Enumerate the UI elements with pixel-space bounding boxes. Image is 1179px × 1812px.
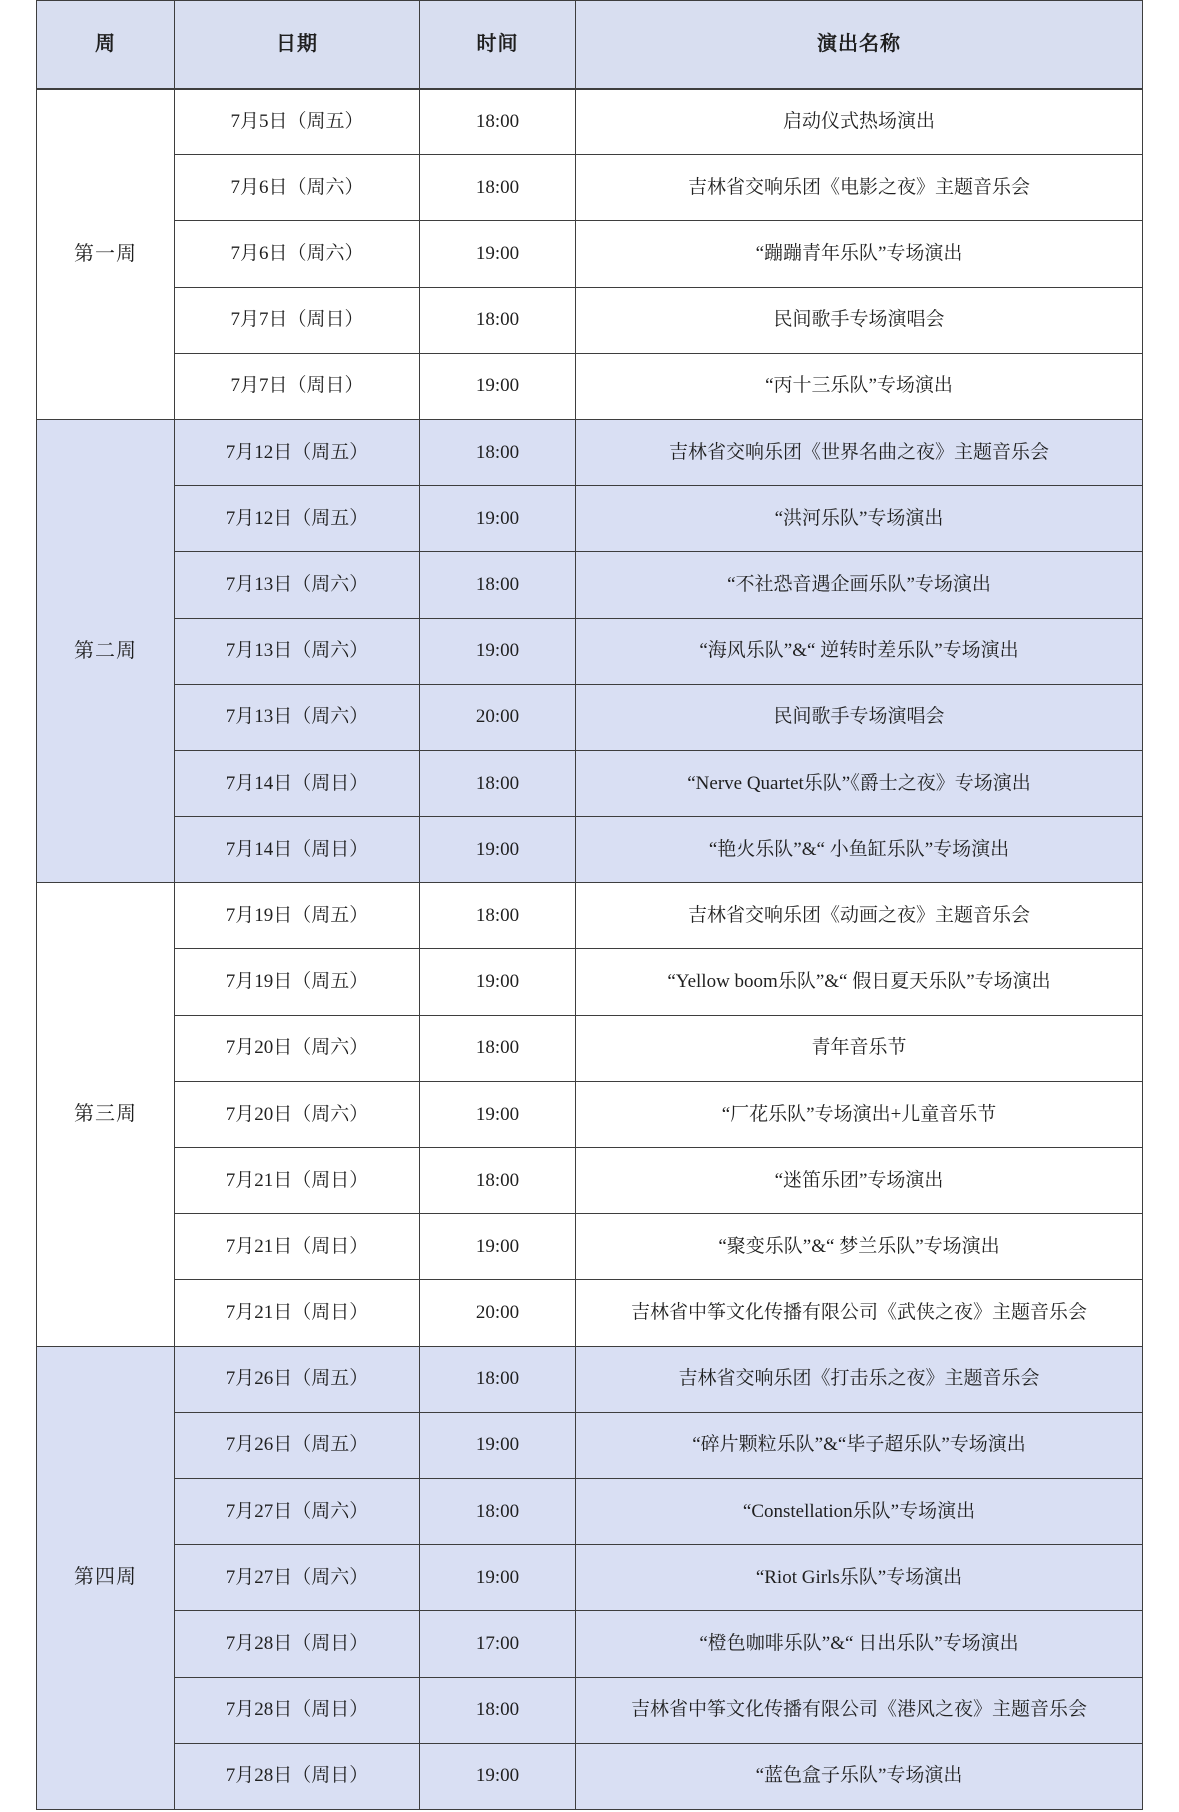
time-cell: 20:00 xyxy=(420,1280,576,1346)
date-cell: 7月12日（周五） xyxy=(175,486,420,552)
event-cell: “厂花乐队”专场演出+儿童音乐节 xyxy=(576,1081,1143,1147)
time-cell: 19:00 xyxy=(420,1545,576,1611)
time-cell: 19:00 xyxy=(420,1214,576,1280)
time-cell: 18:00 xyxy=(420,155,576,221)
column-header-name: 演出名称 xyxy=(576,1,1143,89)
date-cell: 7月20日（周六） xyxy=(175,1081,420,1147)
event-cell: “聚变乐队”&“ 梦兰乐队”专场演出 xyxy=(576,1214,1143,1280)
time-cell: 18:00 xyxy=(420,552,576,618)
date-cell: 7月26日（周五） xyxy=(175,1412,420,1478)
table-row xyxy=(37,1677,1143,1743)
schedule-table xyxy=(36,0,1143,1810)
week-cell: 第一周 xyxy=(37,89,175,420)
date-cell: 7月5日（周五） xyxy=(175,89,420,155)
event-cell: “海风乐队”&“ 逆转时差乐队”专场演出 xyxy=(576,618,1143,684)
time-cell: 19:00 xyxy=(420,618,576,684)
header-row xyxy=(37,1,1143,89)
column-header-week: 周 xyxy=(37,1,175,89)
time-cell: 19:00 xyxy=(420,949,576,1015)
table-row xyxy=(37,155,1143,221)
table-row xyxy=(37,1545,1143,1611)
event-cell: “丙十三乐队”专场演出 xyxy=(576,353,1143,419)
time-cell: 18:00 xyxy=(420,89,576,155)
table-row xyxy=(37,684,1143,750)
date-cell: 7月6日（周六） xyxy=(175,221,420,287)
date-cell: 7月21日（周日） xyxy=(175,1280,420,1346)
date-cell: 7月28日（周日） xyxy=(175,1611,420,1677)
event-cell: 吉林省交响乐团《动画之夜》主题音乐会 xyxy=(576,883,1143,949)
table-row xyxy=(37,1015,1143,1081)
date-cell: 7月27日（周六） xyxy=(175,1478,420,1544)
event-cell: “Riot Girls乐队”专场演出 xyxy=(576,1545,1143,1611)
time-cell: 18:00 xyxy=(420,287,576,353)
event-cell: “Yellow boom乐队”&“ 假日夏天乐队”专场演出 xyxy=(576,949,1143,1015)
time-cell: 19:00 xyxy=(420,1412,576,1478)
table-row xyxy=(37,1214,1143,1280)
event-cell: “Constellation乐队”专场演出 xyxy=(576,1478,1143,1544)
time-cell: 20:00 xyxy=(420,684,576,750)
table-body xyxy=(37,89,1143,1810)
time-cell: 18:00 xyxy=(420,1015,576,1081)
event-cell: “碎片颗粒乐队”&“毕子超乐队”专场演出 xyxy=(576,1412,1143,1478)
date-cell: 7月26日（周五） xyxy=(175,1346,420,1412)
date-cell: 7月20日（周六） xyxy=(175,1015,420,1081)
time-cell: 19:00 xyxy=(420,1743,576,1809)
time-cell: 19:00 xyxy=(420,353,576,419)
event-cell: 民间歌手专场演唱会 xyxy=(576,287,1143,353)
table-row xyxy=(37,353,1143,419)
column-header-time: 时间 xyxy=(420,1,576,89)
date-cell: 7月13日（周六） xyxy=(175,684,420,750)
date-cell: 7月28日（周日） xyxy=(175,1743,420,1809)
table-row xyxy=(37,89,1143,155)
table-row xyxy=(37,486,1143,552)
table-row xyxy=(37,1346,1143,1412)
table-row xyxy=(37,883,1143,949)
table-row xyxy=(37,618,1143,684)
date-cell: 7月13日（周六） xyxy=(175,618,420,684)
event-cell: “Nerve Quartet乐队”《爵士之夜》专场演出 xyxy=(576,750,1143,816)
date-cell: 7月6日（周六） xyxy=(175,155,420,221)
event-cell: “蹦蹦青年乐队”专场演出 xyxy=(576,221,1143,287)
table-row xyxy=(37,949,1143,1015)
event-cell: “艳火乐队”&“ 小鱼缸乐队”专场演出 xyxy=(576,817,1143,883)
table-row xyxy=(37,1478,1143,1544)
date-cell: 7月14日（周日） xyxy=(175,817,420,883)
time-cell: 18:00 xyxy=(420,1148,576,1214)
time-cell: 19:00 xyxy=(420,817,576,883)
date-cell: 7月14日（周日） xyxy=(175,750,420,816)
date-cell: 7月28日（周日） xyxy=(175,1677,420,1743)
event-cell: 民间歌手专场演唱会 xyxy=(576,684,1143,750)
week-cell: 第二周 xyxy=(37,419,175,882)
table-row xyxy=(37,1743,1143,1809)
time-cell: 18:00 xyxy=(420,419,576,485)
table-row xyxy=(37,221,1143,287)
event-cell: “橙色咖啡乐队”&“ 日出乐队”专场演出 xyxy=(576,1611,1143,1677)
event-cell: “不社恐音遇企画乐队”专场演出 xyxy=(576,552,1143,618)
table-row xyxy=(37,287,1143,353)
table-row xyxy=(37,1148,1143,1214)
event-cell: “蓝色盒子乐队”专场演出 xyxy=(576,1743,1143,1809)
table-row xyxy=(37,750,1143,816)
date-cell: 7月19日（周五） xyxy=(175,949,420,1015)
week-cell: 第三周 xyxy=(37,883,175,1346)
table-row xyxy=(37,1412,1143,1478)
event-cell: “迷笛乐团”专场演出 xyxy=(576,1148,1143,1214)
table-row xyxy=(37,817,1143,883)
date-cell: 7月7日（周日） xyxy=(175,353,420,419)
time-cell: 17:00 xyxy=(420,1611,576,1677)
date-cell: 7月19日（周五） xyxy=(175,883,420,949)
time-cell: 18:00 xyxy=(420,1346,576,1412)
date-cell: 7月27日（周六） xyxy=(175,1545,420,1611)
time-cell: 18:00 xyxy=(420,1677,576,1743)
time-cell: 18:00 xyxy=(420,750,576,816)
event-cell: “洪河乐队”专场演出 xyxy=(576,486,1143,552)
date-cell: 7月21日（周日） xyxy=(175,1214,420,1280)
event-cell: 吉林省交响乐团《世界名曲之夜》主题音乐会 xyxy=(576,419,1143,485)
time-cell: 19:00 xyxy=(420,221,576,287)
week-cell: 第四周 xyxy=(37,1346,175,1809)
date-cell: 7月12日（周五） xyxy=(175,419,420,485)
date-cell: 7月7日（周日） xyxy=(175,287,420,353)
event-cell: 青年音乐节 xyxy=(576,1015,1143,1081)
table-row xyxy=(37,1081,1143,1147)
time-cell: 18:00 xyxy=(420,1478,576,1544)
time-cell: 18:00 xyxy=(420,883,576,949)
event-cell: 吉林省交响乐团《电影之夜》主题音乐会 xyxy=(576,155,1143,221)
time-cell: 19:00 xyxy=(420,486,576,552)
date-cell: 7月21日（周日） xyxy=(175,1148,420,1214)
event-cell: 吉林省中筝文化传播有限公司《港风之夜》主题音乐会 xyxy=(576,1677,1143,1743)
table-row xyxy=(37,419,1143,485)
table-row xyxy=(37,1611,1143,1677)
time-cell: 19:00 xyxy=(420,1081,576,1147)
table-row xyxy=(37,1280,1143,1346)
table-header xyxy=(37,1,1143,89)
date-cell: 7月13日（周六） xyxy=(175,552,420,618)
column-header-date: 日期 xyxy=(175,1,420,89)
event-cell: 吉林省中筝文化传播有限公司《武侠之夜》主题音乐会 xyxy=(576,1280,1143,1346)
event-cell: 吉林省交响乐团《打击乐之夜》主题音乐会 xyxy=(576,1346,1143,1412)
event-cell: 启动仪式热场演出 xyxy=(576,89,1143,155)
table-row xyxy=(37,552,1143,618)
